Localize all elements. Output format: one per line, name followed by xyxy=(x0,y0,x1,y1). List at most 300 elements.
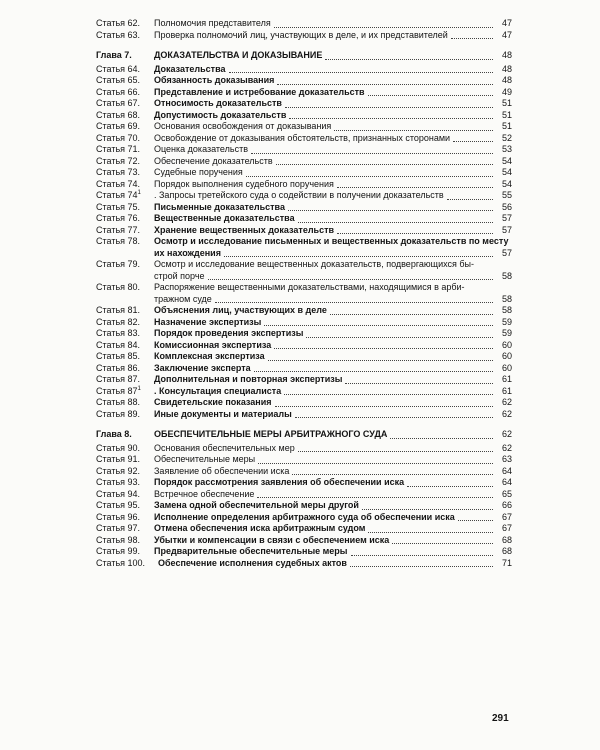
article-number-text: Статья 89. xyxy=(96,408,141,419)
entry-page-number: 62 xyxy=(501,429,512,439)
chapter-title: ОБЕСПЕЧИТЕЛЬНЫЕ МЕРЫ АРБИТРАЖНОГО СУДА xyxy=(154,429,388,439)
dot-leader xyxy=(392,542,493,544)
article-number-text: Статья 87 xyxy=(96,385,138,396)
toc-entry[interactable] xyxy=(96,397,512,409)
article-number xyxy=(96,133,154,145)
entry-title: Комплексная экспертиза xyxy=(154,351,265,361)
article-number xyxy=(96,30,154,42)
entry-title: Основания освобождения от доказывания xyxy=(154,121,332,131)
entry-title: Заявление об обеспечении иска xyxy=(154,465,290,476)
entry-page-number: 62 xyxy=(501,442,512,453)
entry-title-line1: Распоряжение вещественными доказательствами, находящимися в арби- xyxy=(154,282,465,292)
article-number-text: Статья 81. xyxy=(96,305,141,315)
entry-page-number: 60 xyxy=(501,351,512,361)
article-number xyxy=(96,489,154,501)
dot-leader xyxy=(334,129,493,131)
entry-page-number: 55 xyxy=(501,190,512,200)
entry-title-wrap xyxy=(154,443,496,455)
toc-entry-continuation[interactable] xyxy=(96,271,512,283)
article-number xyxy=(96,535,154,547)
article-number-text: Статья 96. xyxy=(96,511,141,522)
article-number-text: Статья 83. xyxy=(96,328,141,338)
article-number-text: Статья 91. xyxy=(96,454,141,464)
entry-page-number: 67 xyxy=(501,523,512,533)
entry-title-wrap xyxy=(154,110,496,122)
entry-page-number: 53 xyxy=(501,144,512,154)
entry-title: Доказательства xyxy=(154,63,226,74)
entry-page-number: 66 xyxy=(501,500,512,510)
toc-entry[interactable] xyxy=(96,75,512,87)
toc-entry[interactable] xyxy=(96,409,512,421)
toc-entry[interactable] xyxy=(96,259,512,271)
entry-title: Иные документы и материалы xyxy=(154,408,292,419)
article-number-text: Статья 77. xyxy=(96,224,141,235)
article-number-text: Глава 7. xyxy=(96,50,132,60)
article-number-text: Статья 62. xyxy=(96,18,141,28)
entry-title-wrap xyxy=(154,409,496,421)
entry-page-number: 59 xyxy=(501,316,512,327)
dot-leader xyxy=(285,106,493,108)
article-number xyxy=(96,546,154,558)
article-number-text: Статья 87. xyxy=(96,374,141,384)
entry-title: Обеспечение исполнения судебных актов xyxy=(158,557,347,568)
article-number-text: Статья 90. xyxy=(96,442,141,453)
entry-title-wrap xyxy=(158,558,496,570)
entry-title-wrap xyxy=(154,523,496,535)
entry-title-wrap xyxy=(154,213,496,225)
article-number xyxy=(96,236,154,248)
article-number-text: Статья 84. xyxy=(96,339,141,350)
entry-page-number: 68 xyxy=(501,546,512,556)
toc-entry[interactable] xyxy=(96,213,512,225)
entry-title: Комиссионная экспертиза xyxy=(154,339,272,350)
entry-title: . Запросы третейского суда о содействии в получении доказательств xyxy=(154,190,444,200)
article-number xyxy=(96,340,154,352)
entry-title: Убытки и компенсации в связи с обеспечением иска xyxy=(154,534,390,545)
article-number xyxy=(96,351,154,363)
article-number-text: Статья 85. xyxy=(96,351,141,361)
toc-entry[interactable] xyxy=(96,30,512,42)
entry-page-number: 54 xyxy=(501,178,512,189)
toc-entry[interactable] xyxy=(96,535,512,547)
article-number-text: Статья 68. xyxy=(96,109,141,120)
dot-leader xyxy=(208,278,493,280)
article-number xyxy=(96,18,154,30)
entry-page-number: 49 xyxy=(501,86,512,97)
toc-entry[interactable] xyxy=(96,454,512,466)
article-number-text: Статья 82. xyxy=(96,316,141,327)
article-number-text: Статья 100. xyxy=(96,557,146,568)
article-number xyxy=(96,202,154,214)
entry-title: Свидетельские показания xyxy=(154,397,272,407)
article-number xyxy=(96,363,154,375)
dot-leader xyxy=(453,140,493,142)
dot-leader xyxy=(268,359,493,361)
entry-page-number: 62 xyxy=(501,397,512,407)
entry-title: Обязанность доказывания xyxy=(154,75,275,85)
entry-page-number: 58 xyxy=(501,270,512,281)
article-number xyxy=(96,225,154,237)
dot-leader xyxy=(390,437,493,439)
article-number xyxy=(96,397,154,409)
toc-entry[interactable] xyxy=(96,477,512,489)
article-number-text: Статья 78. xyxy=(96,236,141,246)
entry-title-line2: тражном суде xyxy=(154,293,212,304)
entry-title-wrap xyxy=(154,477,496,489)
dot-leader xyxy=(362,508,493,510)
entry-title: . Консультация специалиста xyxy=(154,385,282,396)
entry-title: Письменные доказательства xyxy=(154,201,285,212)
entry-title: Хранение вещественных доказательств xyxy=(154,224,335,235)
article-number-text: Статья 79. xyxy=(96,259,141,269)
article-number-text: Статья 74 xyxy=(96,190,138,200)
entry-title: Относимость доказательств xyxy=(154,98,282,108)
article-number xyxy=(96,558,158,570)
entry-page-number: 52 xyxy=(501,132,512,143)
entry-title: Проверка полномочий лиц, участвующих в деле, и их представителей xyxy=(154,29,448,40)
dot-leader xyxy=(407,485,493,487)
article-number-text: Статья 80. xyxy=(96,282,141,292)
entry-title: Порядок выполнения судебного поручения xyxy=(154,178,334,189)
toc-entry[interactable] xyxy=(96,489,512,501)
entry-title-wrap xyxy=(154,363,496,375)
entry-page-number: 54 xyxy=(501,167,512,177)
toc-entry[interactable] xyxy=(96,546,512,558)
article-number-text: Статья 73. xyxy=(96,167,141,177)
article-number-text: Статья 70. xyxy=(96,132,141,143)
dot-leader xyxy=(368,531,493,533)
dot-leader xyxy=(292,473,493,475)
entry-page-number: 60 xyxy=(501,339,512,350)
toc-entry[interactable] xyxy=(96,363,512,375)
entry-title-wrap xyxy=(154,87,496,99)
dot-leader xyxy=(215,301,493,303)
page-number: 291 xyxy=(492,713,509,724)
toc-entry[interactable] xyxy=(96,133,512,145)
table-of-contents xyxy=(96,18,512,569)
article-number xyxy=(96,328,154,340)
entry-page-number: 48 xyxy=(501,63,512,74)
entry-title-wrap xyxy=(154,500,496,512)
entry-title: Порядок рассмотрения заявления об обеспечении иска xyxy=(154,477,405,487)
entry-title-line1: Осмотр и исследование письменных и вещественных доказательств по месту xyxy=(154,236,509,246)
dot-leader xyxy=(368,94,493,96)
dot-leader xyxy=(306,336,493,338)
entry-title-wrap xyxy=(154,328,496,340)
article-number-text: Статья 75. xyxy=(96,201,141,212)
article-number xyxy=(96,386,154,398)
dot-leader xyxy=(337,186,493,188)
entry-page-number: 61 xyxy=(501,385,512,396)
article-number xyxy=(96,317,154,329)
toc-entry[interactable] xyxy=(96,144,512,156)
entry-title-wrap xyxy=(154,351,496,363)
toc-entry[interactable] xyxy=(96,305,512,317)
entry-title-wrap xyxy=(154,144,496,156)
article-number-text: Статья 97. xyxy=(96,523,141,533)
entry-title-wrap xyxy=(154,386,496,398)
toc-entry[interactable] xyxy=(96,340,512,352)
entry-title-wrap xyxy=(154,75,496,87)
dot-leader xyxy=(298,221,493,223)
toc-entry[interactable] xyxy=(96,443,512,455)
article-number xyxy=(96,213,154,225)
entry-page-number: 59 xyxy=(501,328,512,338)
entry-title-wrap xyxy=(154,248,496,260)
entry-title-wrap xyxy=(154,454,496,466)
dot-leader xyxy=(330,313,493,315)
dot-leader xyxy=(289,117,493,119)
entry-title: Порядок проведения экспертизы xyxy=(154,328,304,338)
toc-entry[interactable] xyxy=(96,156,512,168)
entry-title-wrap xyxy=(154,156,496,168)
dot-leader xyxy=(345,382,493,384)
entry-title-wrap xyxy=(154,305,496,317)
entry-title: Предварительные обеспечительные меры xyxy=(154,546,348,556)
entry-title-wrap xyxy=(154,374,496,386)
article-number xyxy=(96,75,154,87)
entry-title: Назначение экспертизы xyxy=(154,316,262,327)
entry-title-wrap xyxy=(154,294,496,306)
entry-page-number: 47 xyxy=(501,29,512,40)
article-number-text: Статья 86. xyxy=(96,362,141,373)
toc-entry[interactable] xyxy=(96,225,512,237)
dot-leader xyxy=(298,450,493,452)
article-number xyxy=(96,374,154,386)
toc-entry[interactable] xyxy=(96,512,512,524)
entry-page-number: 60 xyxy=(501,362,512,373)
article-number xyxy=(96,110,154,122)
entry-title: Исполнение определения арбитражного суда об обеспечении иска xyxy=(154,511,455,522)
chapter-title: ДОКАЗАТЕЛЬСТВА И ДОКАЗЫВАНИЕ xyxy=(154,50,323,60)
entry-page-number: 67 xyxy=(501,511,512,522)
entry-title-wrap xyxy=(154,64,496,76)
entry-page-number: 58 xyxy=(501,293,512,304)
entry-page-number: 68 xyxy=(501,534,512,545)
entry-title-wrap xyxy=(154,202,496,214)
entry-title: Основания обеспечительных мер xyxy=(154,442,295,453)
toc-entry[interactable] xyxy=(96,558,512,570)
article-number-text: Статья 94. xyxy=(96,488,141,499)
entry-title-wrap xyxy=(154,429,496,441)
entry-title-wrap xyxy=(154,317,496,329)
article-number-text: Статья 66. xyxy=(96,86,141,97)
toc-entry[interactable] xyxy=(96,500,512,512)
dot-leader xyxy=(274,347,493,349)
article-number xyxy=(96,144,154,156)
toc-entry[interactable] xyxy=(96,167,512,179)
article-number xyxy=(96,282,154,294)
entry-title: Встречное обеспечение xyxy=(154,488,255,499)
toc-entry[interactable] xyxy=(96,236,512,248)
article-number xyxy=(96,179,154,191)
dot-leader xyxy=(251,152,493,154)
article-number xyxy=(96,523,154,535)
article-number xyxy=(96,190,154,202)
article-number-text: Статья 88. xyxy=(96,397,141,407)
entry-page-number: 62 xyxy=(501,408,512,419)
toc-entry[interactable] xyxy=(96,328,512,340)
article-number-text: Статья 72. xyxy=(96,155,141,166)
entry-page-number: 57 xyxy=(501,224,512,235)
dot-leader xyxy=(274,26,493,28)
article-number-text: Статья 95. xyxy=(96,500,141,510)
toc-entry[interactable] xyxy=(96,374,512,386)
article-number-text: Статья 93. xyxy=(96,477,141,487)
dot-leader xyxy=(254,370,493,372)
article-number xyxy=(96,466,154,478)
dot-leader xyxy=(351,554,494,556)
entry-page-number: 61 xyxy=(501,374,512,384)
article-number xyxy=(96,121,154,133)
article-number-text: Статья 71. xyxy=(96,144,141,154)
dot-leader xyxy=(246,175,493,177)
entry-page-number: 64 xyxy=(501,477,512,487)
entry-title-line2: строй порче xyxy=(154,270,205,281)
entry-title-wrap xyxy=(154,30,496,42)
entry-title-line1: Осмотр и исследование вещественных доказательств, подвергающихся бы- xyxy=(154,259,474,269)
entry-title: Полномочия представителя xyxy=(154,18,271,28)
article-number xyxy=(96,443,154,455)
entry-page-number: 58 xyxy=(501,305,512,315)
toc-entry[interactable] xyxy=(96,121,512,133)
dot-leader xyxy=(350,565,493,567)
toc-chapter[interactable] xyxy=(96,50,512,62)
article-number xyxy=(96,167,154,179)
entry-title-line2: их нахождения xyxy=(154,247,221,258)
article-number xyxy=(96,477,154,489)
entry-title: Отмена обеспечения иска арбитражным судом xyxy=(154,523,366,533)
article-number-text: Статья 63. xyxy=(96,29,141,40)
toc-entry[interactable] xyxy=(96,179,512,191)
article-number-text: Статья 92. xyxy=(96,465,141,476)
entry-page-number: 65 xyxy=(501,488,512,499)
chapter-number xyxy=(96,50,154,62)
entry-title-wrap xyxy=(154,133,496,145)
entry-title-wrap xyxy=(154,225,496,237)
article-number-text: Статья 99. xyxy=(96,546,141,556)
toc-entry-continuation[interactable] xyxy=(96,248,512,260)
article-number-text: Статья 64. xyxy=(96,63,141,74)
chapter-number xyxy=(96,429,154,441)
article-number-text: Глава 8. xyxy=(96,429,132,439)
article-superscript: 1 xyxy=(137,385,141,392)
article-number-text: Статья 67. xyxy=(96,98,141,108)
toc-entry[interactable] xyxy=(96,110,512,122)
article-number-text: Статья 65. xyxy=(96,75,141,85)
dot-leader xyxy=(224,255,493,257)
entry-page-number: 47 xyxy=(501,18,512,28)
dot-leader xyxy=(229,71,494,73)
entry-page-number: 57 xyxy=(501,247,512,258)
entry-title: Оценка доказательств xyxy=(154,144,248,154)
article-number xyxy=(96,87,154,99)
entry-title-wrap xyxy=(154,18,496,30)
toc-entry[interactable] xyxy=(96,87,512,99)
dot-leader xyxy=(284,393,493,395)
dot-leader xyxy=(275,405,493,407)
toc-chapter[interactable] xyxy=(96,429,512,441)
article-number xyxy=(96,512,154,524)
dot-leader xyxy=(257,496,493,498)
entry-page-number: 48 xyxy=(501,50,512,60)
entry-title: Обеспечительные меры xyxy=(154,454,256,464)
entry-title-wrap xyxy=(154,271,496,283)
dot-leader xyxy=(264,324,493,326)
entry-page-number: 57 xyxy=(501,213,512,223)
entry-title-wrap xyxy=(154,489,496,501)
entry-title: Замена одной обеспечительной меры другой xyxy=(154,500,359,510)
entry-page-number: 71 xyxy=(501,557,512,568)
entry-title: Обеспечение доказательств xyxy=(154,155,273,166)
toc-entry[interactable] xyxy=(96,523,512,535)
entry-page-number: 56 xyxy=(501,201,512,212)
toc-entry-continuation[interactable] xyxy=(96,294,512,306)
entry-page-number: 54 xyxy=(501,155,512,166)
toc-entry[interactable] xyxy=(96,64,512,76)
entry-title: Дополнительная и повторная экспертизы xyxy=(154,374,343,384)
toc-entry[interactable] xyxy=(96,317,512,329)
entry-title-wrap xyxy=(154,50,496,62)
entry-title: Представление и истребование доказательств xyxy=(154,86,365,97)
dot-leader xyxy=(258,462,493,464)
article-number xyxy=(96,156,154,168)
entry-page-number: 64 xyxy=(501,465,512,476)
entry-title-wrap xyxy=(154,397,496,409)
dot-leader xyxy=(458,519,493,521)
dot-leader xyxy=(277,83,493,85)
article-number xyxy=(96,500,154,512)
entry-title-wrap xyxy=(154,512,496,524)
toc-entry[interactable] xyxy=(96,466,512,478)
article-number-text: Статья 69. xyxy=(96,121,141,131)
dot-leader xyxy=(447,198,493,200)
article-number-text: Статья 76. xyxy=(96,213,141,223)
entry-title: Освобождение от доказывания обстоятельств, признанных сторонами xyxy=(154,132,451,143)
article-number-text: Статья 98. xyxy=(96,534,141,545)
entry-title-wrap xyxy=(154,546,496,558)
toc-entry[interactable] xyxy=(96,282,512,294)
entry-page-number: 63 xyxy=(501,454,512,464)
toc-entry[interactable] xyxy=(96,190,512,202)
entry-title: Допустимость доказательств xyxy=(154,109,287,120)
entry-page-number: 51 xyxy=(501,121,512,131)
article-superscript: 1 xyxy=(137,190,141,196)
toc-entry[interactable] xyxy=(96,386,512,398)
dot-leader xyxy=(288,209,493,211)
dot-leader xyxy=(451,37,493,39)
article-number xyxy=(96,454,154,466)
toc-entry[interactable] xyxy=(96,98,512,110)
toc-entry[interactable] xyxy=(96,18,512,30)
toc-entry[interactable] xyxy=(96,202,512,214)
entry-title: Заключение эксперта xyxy=(154,362,251,373)
article-number xyxy=(96,305,154,317)
entry-title: Вещественные доказательства xyxy=(154,213,295,223)
dot-leader xyxy=(295,416,493,418)
article-number xyxy=(96,98,154,110)
dot-leader xyxy=(337,232,493,234)
entry-page-number: 51 xyxy=(501,98,512,108)
entry-title-wrap xyxy=(154,98,496,110)
entry-page-number: 51 xyxy=(501,109,512,120)
entry-title-wrap xyxy=(154,121,496,133)
toc-entry[interactable] xyxy=(96,351,512,363)
entry-page-number: 48 xyxy=(501,75,512,85)
article-number xyxy=(96,409,154,421)
entry-title-wrap xyxy=(154,466,496,478)
entry-title: Судебные поручения xyxy=(154,167,243,177)
